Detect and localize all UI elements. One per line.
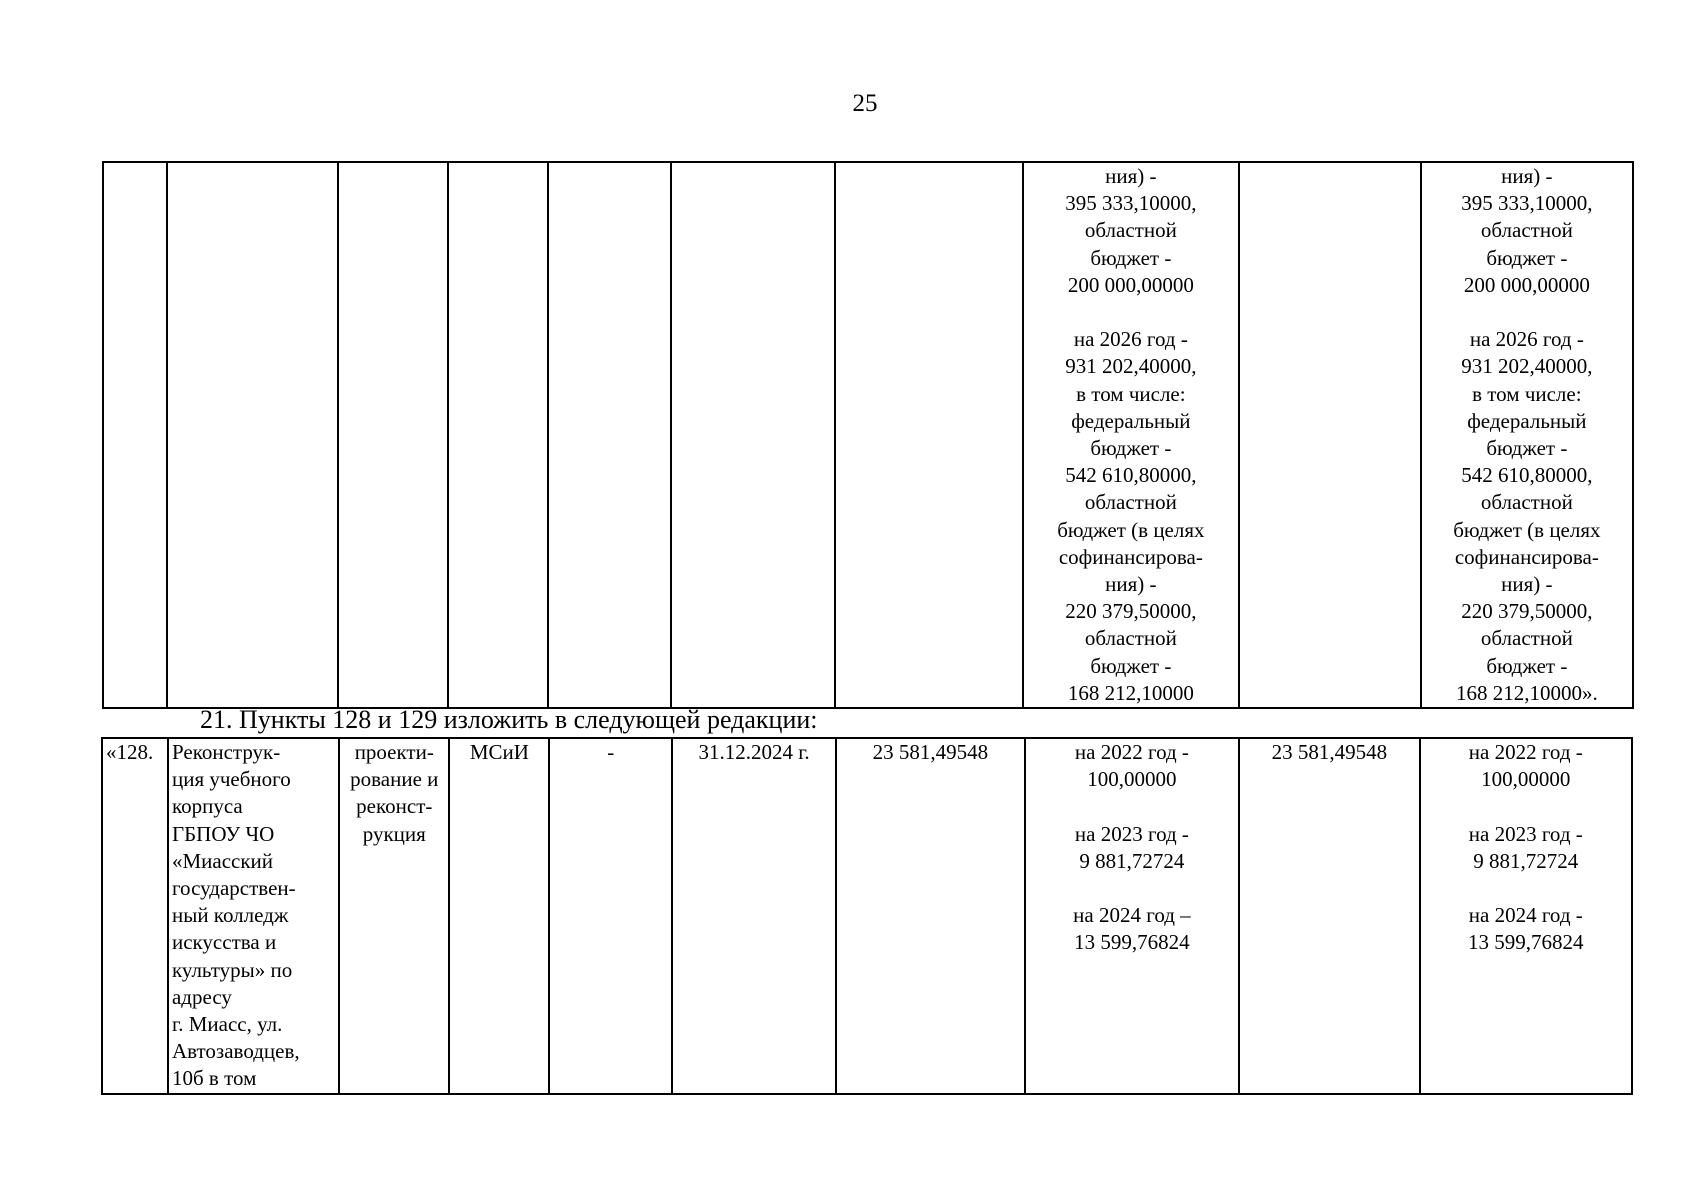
- empty-cell: [448, 162, 548, 708]
- work-type: проекти- рование и реконст- рукция: [339, 738, 449, 1094]
- deadline: 31.12.2024 г.: [672, 738, 836, 1094]
- funding-by-year: на 2022 год - 100,00000 на 2023 год - 9 881,72724 на 2024 год - 13 599,76824: [1420, 738, 1632, 1094]
- empty-cell: [167, 162, 338, 708]
- amendment-heading: 21. Пункты 128 и 129 изложить в следующей редакции:: [200, 705, 818, 734]
- empty-cell: [671, 162, 835, 708]
- empty-cell: [103, 162, 167, 708]
- item-number: «128.: [102, 738, 168, 1094]
- empty-cell: [1239, 162, 1421, 708]
- page-number: 25: [852, 90, 878, 117]
- total-cost: 23 581,49548: [1239, 738, 1419, 1094]
- planned-funding-cell: ния) - 395 333,10000, областной бюджет - 200 000,00000 на 2026 год - 931 202,40000, в том числе: федеральный бюджет - 542 610,80000, областной бюджет (в целях софинансирова- ния) - 220 379,50000, областной бюджет - 168 212,10000: [1023, 162, 1238, 708]
- customer: МСиИ: [449, 738, 549, 1094]
- item-128-table: [101, 737, 1633, 1095]
- empty-cell: [835, 162, 1023, 708]
- funding-by-year-cell: ния) - 395 333,10000, областной бюджет - 200 000,00000 на 2026 год - 931 202,40000, в том числе: федеральный бюджет - 542 610,80000, областной бюджет (в целях софинансирова- ния) - 220 379,50000, областной бюджет - 168 212,10000».: [1421, 162, 1633, 708]
- continued-table: [102, 161, 1634, 709]
- object-name: Реконструк- ция учебного корпуса ГБПОУ ЧО «Миасский государствен- ный колледж искусства и культуры» по адресу г. Миасс, ул. Автозаводцев, 10б в том: [168, 738, 339, 1094]
- empty-cell: [548, 162, 671, 708]
- capacity: -: [549, 738, 672, 1094]
- estimated-cost: 23 581,49548: [836, 738, 1025, 1094]
- empty-cell: [338, 162, 448, 708]
- planned-funding: на 2022 год - 100,00000 на 2023 год - 9 881,72724 на 2024 год – 13 599,76824: [1025, 738, 1239, 1094]
